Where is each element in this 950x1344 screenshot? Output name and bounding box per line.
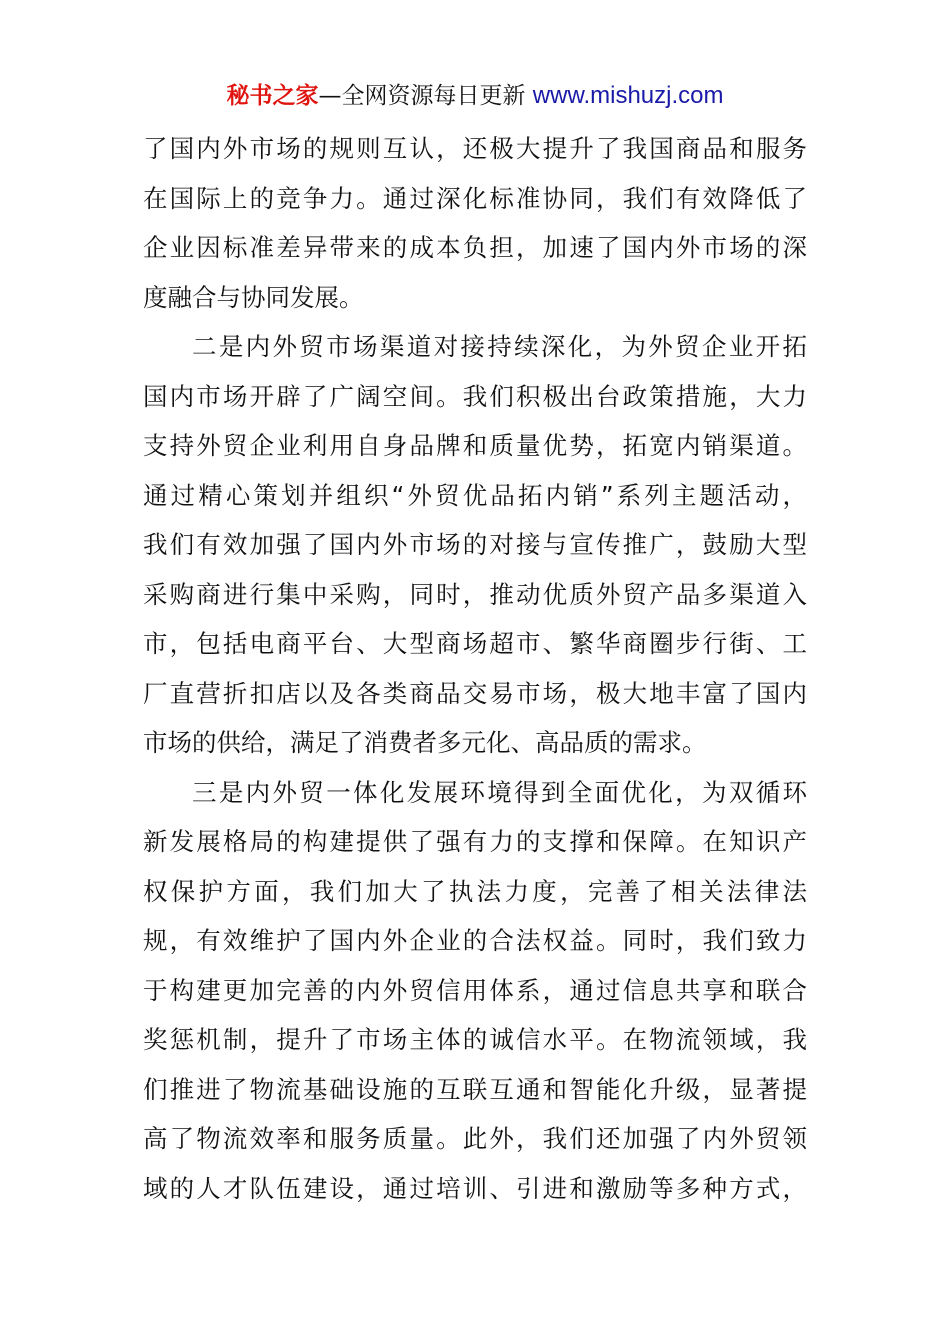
text-line: 我们有效加强了国内外市场的对接与宣传推广，鼓励大型 [143,530,807,559]
site-url-link[interactable]: www.mishuzj.com [532,82,724,109]
text-line: 在国际上的竞争力。通过深化标准协同，我们有效降低了 [143,183,807,213]
text-line: 奖惩机制，提升了市场主体的诚信水平。在物流领域，我 [143,1025,807,1054]
text-line: 高了物流效率和服务质量。此外，我们还加强了内外贸领 [143,1124,807,1153]
text-line: 度融合与协同发展。 [143,282,364,312]
text-line: 市场的供给，满足了消费者多元化、高品质的需求。 [143,728,707,757]
text-line: 新发展格局的构建提供了强有力的支撑和保障。在知识产 [143,827,807,856]
text-line: 域的人才队伍建设，通过培训、引进和激励等多种方式， [143,1173,807,1203]
text-line: 通过精心策划并组织“外贸优品拓内销”系列主题活动， [143,480,807,510]
text-line: 了国内外市场的规则互认，还极大提升了我国商品和服务 [143,134,807,163]
document-body [143,124,807,1213]
text-line: 国内市场开辟了广阔空间。我们积极出台政策措施，大力 [143,381,807,411]
text-line: 规，有效维护了国内外企业的合法权益。同时，我们致力 [143,926,807,955]
site-header [0,80,950,112]
site-tagline: —全网资源每日更新 [318,83,533,109]
text-line: 们推进了物流基础设施的互联互通和智能化升级，显著提 [143,1074,807,1104]
text-line: 厂直营折扣店以及各类商品交易市场，极大地丰富了国内 [143,678,807,708]
site-brand: 秘书之家 [226,83,319,109]
text-line: 于构建更加完善的内外贸信用体系，通过信息共享和联合 [143,975,807,1005]
text-line: 三是内外贸一体化发展环境得到全面优化，为双循环 [192,777,807,807]
text-line: 二是内外贸市场渠道对接持续深化，为外贸企业开拓 [192,332,807,361]
text-line: 支持外贸企业利用自身品牌和质量优势，拓宽内销渠道。 [143,431,807,460]
text-line: 采购商进行集中采购，同时，推动优质外贸产品多渠道入 [143,579,807,609]
text-line: 市，包括电商平台、大型商场超市、繁华商圈步行街、工 [143,629,807,658]
text-line: 权保护方面，我们加大了执法力度，完善了相关法律法 [143,876,807,906]
text-line: 企业因标准差异带来的成本负担，加速了国内外市场的深 [143,233,807,262]
